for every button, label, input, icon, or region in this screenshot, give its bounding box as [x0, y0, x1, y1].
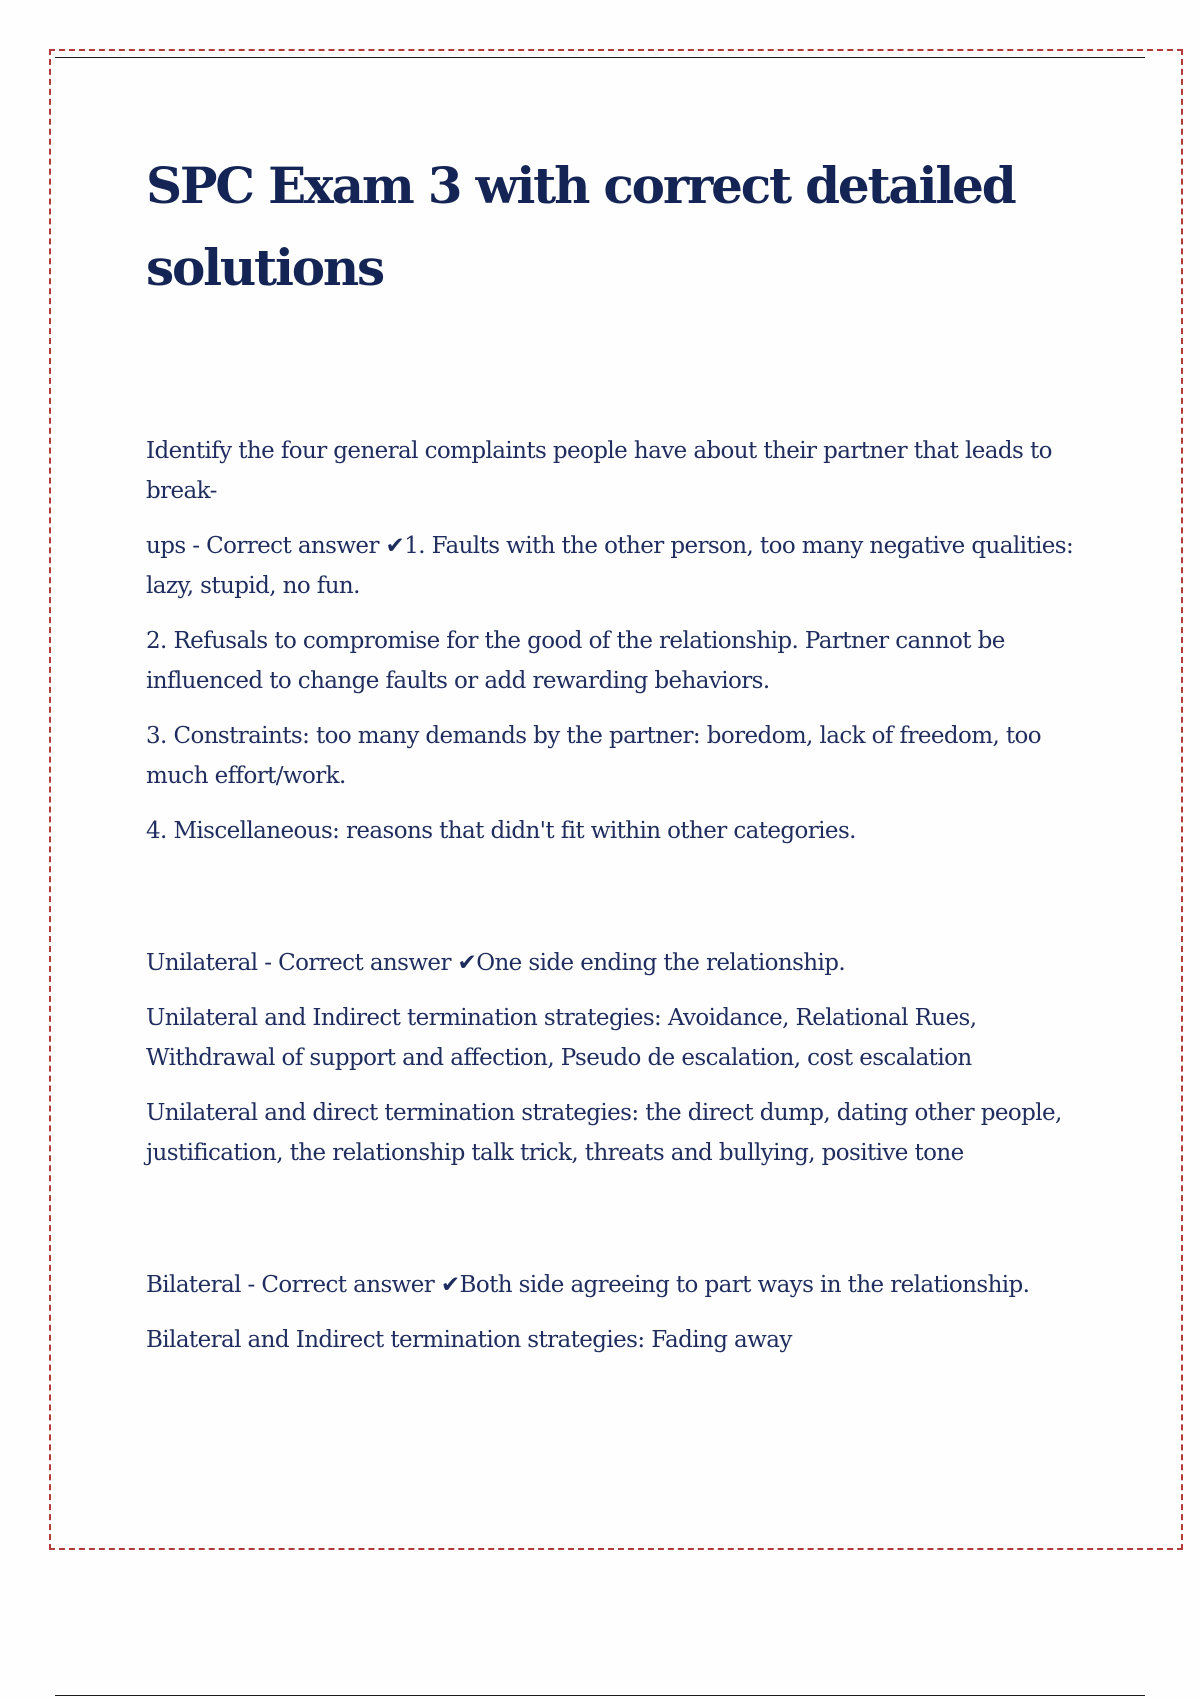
answer-paragraph: Bilateral - Correct answer ✔Both side agreeing to part ways in the relationship. — [146, 1272, 1030, 1298]
answer-paragraph: 3. Constraints: too many demands by the partner: boredom, lack of freedom, too much effort/work. — [146, 723, 1042, 789]
bottom-rule — [55, 1695, 1145, 1696]
top-rule — [55, 57, 1145, 58]
answer-paragraph: 4. Miscellaneous: reasons that didn't fit within other categories. — [146, 818, 856, 844]
answer-paragraph: Bilateral and Indirect termination strategies: Fading away — [146, 1327, 792, 1353]
answer-paragraph: 2. Refusals to compromise for the good of the relationship. Partner cannot be influenced to change faults or add rewarding behaviors. — [146, 628, 1005, 694]
answer-paragraph: Unilateral - Correct answer ✔One side ending the relationship. — [146, 950, 846, 976]
question-block-complaints — [146, 431, 1096, 851]
question-block-unilateral — [146, 943, 1096, 1173]
answer-paragraph: Unilateral and direct termination strategies: the direct dump, dating other people, justification, the relationship talk trick, threats and bullying, positive tone — [146, 1100, 1062, 1166]
document-title: SPC Exam 3 with correct detailed solutions — [146, 156, 1015, 297]
answer-paragraph: Unilateral and Indirect termination strategies: Avoidance, Relational Rues, Withdrawal of support and affection, Pseudo de escalation, cost escalation — [146, 1005, 977, 1071]
answer-paragraph: ups - Correct answer ✔1. Faults with the other person, too many negative qualities: lazy, stupid, no fun. — [146, 533, 1074, 599]
document-content — [146, 145, 1096, 1375]
question-block-bilateral — [146, 1265, 1096, 1360]
question-paragraph: Identify the four general complaints people have about their partner that leads to break- — [146, 438, 1052, 504]
